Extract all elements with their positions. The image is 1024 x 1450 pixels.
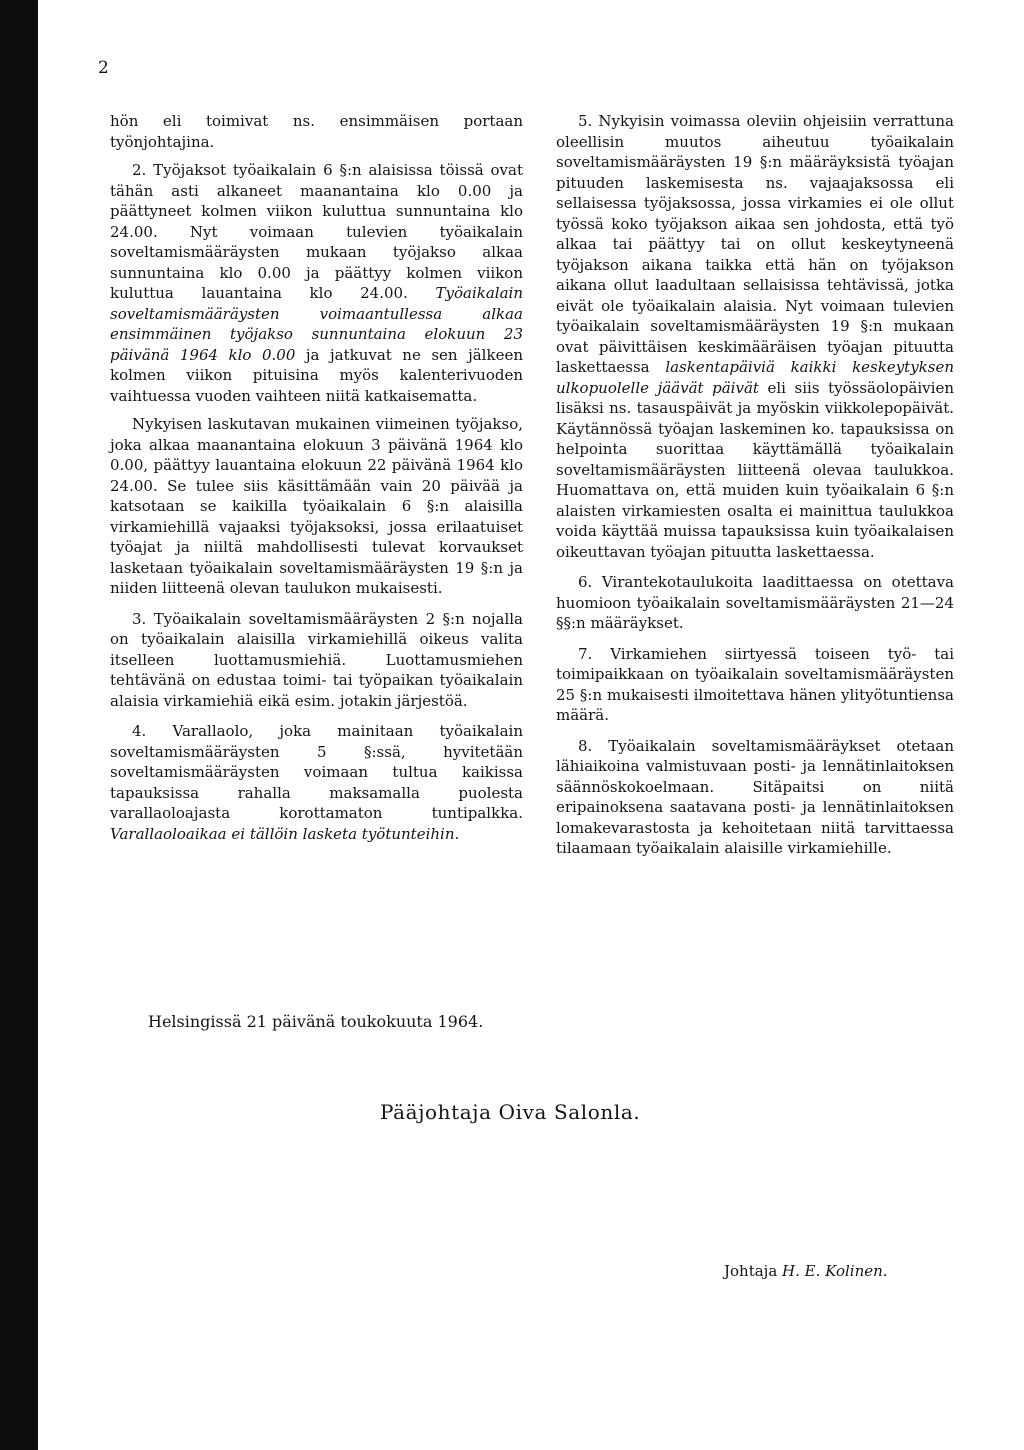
place-and-date: Helsingissä 21 päivänä toukokuuta 1964.	[148, 1012, 484, 1031]
paragraph-2-continued: Nykyisen laskutavan mukainen viimeinen työjakso, joka alkaa maanantaina elokuun 3 päivänä 1964 klo 0.00, päättyy lauantaina elokuun 22 päivänä 1964 klo 24.00. Se tulee siis käsittämään vain 20 päivää ja katsotaan se kaikilla työaikalain 6 §:n alaisilla virkamiehillä vajaaksi työjaksoksi, jossa erilaatuiset työajat ja niiltä mahdollisesti tulevat korvaukset lasketaan työaikalain soveltamismääräysten 19 §:n ja niiden liitteenä olevan taulukon mukaisesti.	[110, 415, 523, 597]
paragraph-4	[110, 721, 523, 844]
signature-director-general: Pääjohtaja Oiva Salonla.	[380, 1100, 641, 1124]
paragraph-7: 7. Virkamiehen siirtyessä toiseen työ- tai toimipaikkaan on työaikalain soveltamismääräysten 25 §:n mukaisesti ilmoitettava hänen ylityötuntiensa määrä.	[556, 644, 954, 724]
page-edge-bar	[0, 0, 38, 1450]
paragraph-5	[556, 111, 954, 562]
signature-director-name: H. E. Kolinen.	[782, 1262, 888, 1280]
paragraph-3: 3. Työaikalain soveltamismääräysten 2 §:n nojalla on työaikalain alaisilla virkamiehillä oikeus valita itselleen luottamusmiehiä. Luottamusmiehen tehtävänä on edustaa toimi- tai työpaikan työaikalain alaisia virkamiehiä eikä esim. jotakin järjestöä.	[110, 609, 523, 710]
paragraph-5-italic: laskentapäiviä kaikki keskeytyksen ulkopuolelle jäävät päivät	[556, 358, 955, 397]
right-column	[556, 111, 954, 867]
signature-director-title: Johtaja	[724, 1262, 783, 1280]
page-number: 2	[98, 58, 109, 78]
paragraph-intro-continuation: hön eli toimivat ns. ensimmäisen portaan työnjohtajina.	[110, 112, 523, 151]
paragraph-5-text-b: eli siis työssäolopäivien lisäksi ns. tasauspäivät ja myöskin viikkolepopäivät. Käytännössä työajan laskeminen ko. tapauksissa on helpointa suorittaa käyttämällä työaikalain soveltamismääräysten liitteenä olevaa taulukkoa. Huomattava on, että muiden kuin työaikalain 6 §:n alaisten virkamiesten osalta ei mainittua taulukkoa voida käyttää muissa tapauksissa kuin työaikalaisen oikeuttavan työajan pituutta laskettaessa.	[556, 378, 954, 561]
left-column	[110, 111, 523, 852]
paragraph-2-text-a: 2. Työjaksot työaikalain 6 §:n alaisissa töissä ovat tähän asti alkaneet maanantaina klo 0.00 ja päättyneet kolmen viikon kuluttua sunnuntaina klo 24.00. Nyt voimaan tulevien työaikalain soveltamismääräysten mukaan työjakso alkaa sunnuntaina klo 0.00 ja päättyy kolmen viikon kuluttua lauantaina klo 24.00.	[110, 161, 523, 302]
paragraph-4-text: 4. Varallaolo, joka mainitaan työaikalain soveltamismääräysten 5 §:ssä, hyvitetään soveltamismääräysten voimaan tultua kaikissa tapauksissa rahalla maksamalla puolesta varallaoloajasta korottamaton tuntipalkka.	[110, 722, 523, 822]
paragraph-5-text-a: 5. Nykyisin voimassa oleviin ohjeisiin verrattuna oleellisin muutos aiheutuu työaikalain soveltamismääräysten 19 §:n määräyksistä työajan pituuden laskemisesta ns. vajaajaksossa eli sellaisessa työjaksossa, jossa virkamies ei ole ollut työssä koko työjakson aikaa sen johdosta, että työ alkaa tai päättyy tai on ollut keskeytyneenä työjakson aikana taikka että hän on työjakson aikana ollut laadultaan sellaisissa tehtävissä, jotka eivät ole työaikalain alaisia. Nyt voimaan tulevien työaikalain soveltamismääräysten 19 §:n mukaan ovat päivittäisen keskimääräisen työajan pituutta laskettaessa	[556, 112, 954, 376]
paragraph-2-italic: Työaikalain soveltamismääräysten voimaantullessa alkaa ensimmäinen työjakso sunnuntaina elokuun 23 päivänä 1964 klo 0.00	[110, 284, 523, 364]
paragraph-4-italic: Varallaoloaikaa ei tällöin lasketa työtunteihin.	[110, 824, 460, 843]
signature-director	[724, 1262, 888, 1280]
paragraph-2-text-b: ja jatkuvat ne sen jälkeen kolmen viikon pituisina myös kalenterivuoden vaihtuessa vuoden vaihteen niitä katkaisematta.	[110, 345, 523, 405]
paragraph-8: 8. Työaikalain soveltamismääräykset otetaan lähiaikoina valmistuvaan posti- ja lennätinlaitoksen säännöskokoelmaan. Sitäpaitsi on niitä eripainoksena saatavana posti- ja lennätinlaitoksen lomakevarastosta ja kehoitetaan niitä tarvittaessa tilaamaan työaikalain alaisille virkamiehille.	[556, 736, 954, 857]
paragraph-6: 6. Virantekotaulukoita laadittaessa on otettava huomioon työaikalain soveltamismääräysten 21—24 §§:n määräykset.	[556, 573, 954, 632]
paragraph-2	[110, 160, 523, 406]
